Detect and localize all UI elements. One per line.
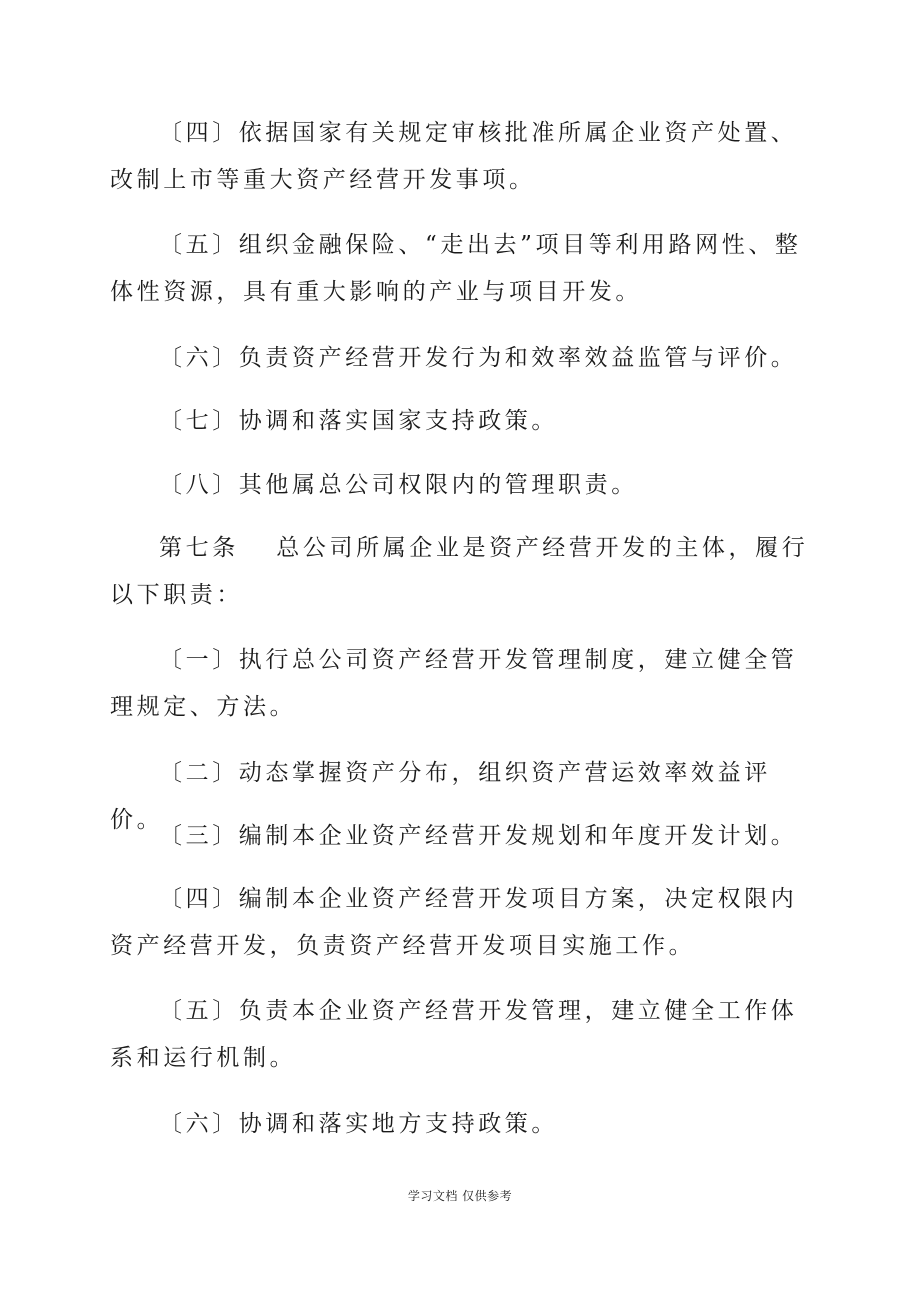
- article-7-paragraph: 第七条 总公司所属企业是资产经营开发的主体，履行以下职责：: [110, 535, 809, 608]
- duty-item-5: 〔五〕负责本企业资产经营开发管理，建立健全工作体系和运行机制。: [110, 998, 798, 1071]
- paragraph-item-5: 〔五〕组织金融保险、“走出去”项目等利用路网性、整体性资源，具有重大影响的产业与项目开发。: [110, 232, 802, 305]
- duty-item-2: 〔二〕动态掌握资产分布，组织资产营运效率效益评价。: [110, 760, 771, 833]
- duty-item-1: 〔一〕执行总公司资产经营开发管理制度，建立健全管理规定、方法。: [110, 647, 798, 720]
- paragraph-item-7: 〔七〕协调和落实国家支持政策。: [159, 408, 558, 434]
- paragraph-item-8: 〔八〕其他属总公司权限内的管理职责。: [159, 472, 638, 498]
- duty-item-6: 〔六〕协调和落实地方支持政策。: [159, 1111, 558, 1137]
- paragraph-item-6: 〔六〕负责资产经营开发行为和效率效益监管与评价。: [159, 345, 798, 371]
- paragraph-item-4: 〔四〕依据国家有关规定审核批准所属企业资产处置、改制上市等重大资产经营开发事项。: [110, 120, 798, 193]
- duty-item-3: 〔三〕编制本企业资产经营开发规划和年度开发计划。: [159, 823, 798, 849]
- duty-item-4: 〔四〕编制本企业资产经营开发项目方案，决定权限内资产经营开发，负责资产经营开发项目实施工作。: [110, 886, 798, 959]
- page-footer: 学习文档 仅供参考: [407, 1189, 513, 1203]
